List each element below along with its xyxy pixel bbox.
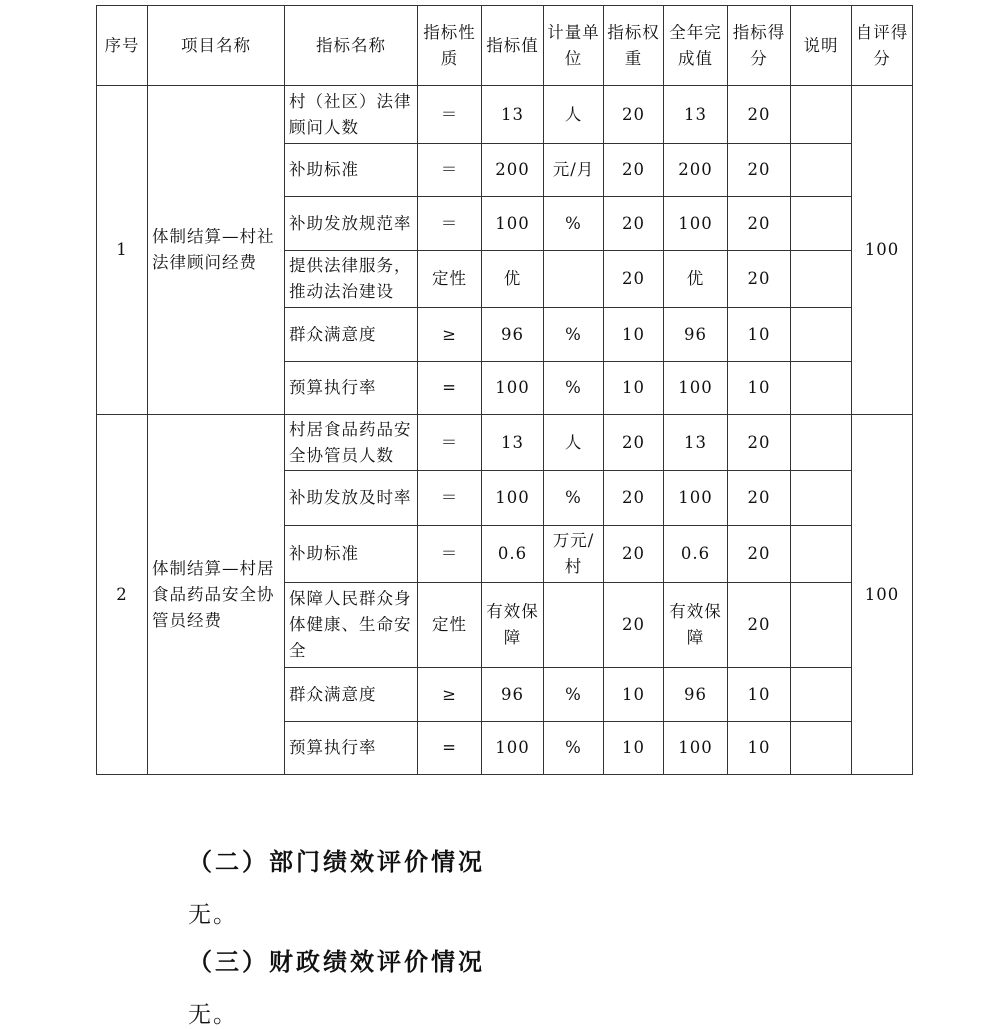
- unit: %: [544, 668, 604, 722]
- project-name: 体制结算—村社法律顾问经费: [148, 86, 285, 415]
- indicator-score: 10: [728, 362, 791, 415]
- indicator-nature: ＝: [418, 197, 482, 251]
- actual-value: 96: [664, 308, 728, 362]
- weight: 20: [604, 197, 664, 251]
- indicator-nature: =: [418, 722, 482, 775]
- note: [791, 251, 852, 308]
- indicator-name: 村居食品药品安全协管员人数: [285, 415, 418, 471]
- indicator-score: 20: [728, 471, 791, 526]
- note: [791, 362, 852, 415]
- row-number: 2: [97, 415, 148, 775]
- indicator-value: 96: [482, 668, 544, 722]
- actual-value: 100: [664, 197, 728, 251]
- project-name: 体制结算—村居食品药品安全协管员经费: [148, 415, 285, 775]
- section-heading-finance-evaluation: （三）财政绩效评价情况: [188, 947, 485, 976]
- indicator-score: 20: [728, 251, 791, 308]
- section-body-finance-evaluation: 无。: [188, 1002, 238, 1028]
- header-cell: 指标得分: [728, 6, 791, 86]
- row-number: 1: [97, 86, 148, 415]
- note: [791, 583, 852, 668]
- weight: 10: [604, 722, 664, 775]
- actual-value: 100: [664, 722, 728, 775]
- indicator-score: 20: [728, 415, 791, 471]
- actual-value: 优: [664, 251, 728, 308]
- actual-value: 100: [664, 362, 728, 415]
- header-cell: 全年完成值: [664, 6, 728, 86]
- indicator-nature: =: [418, 362, 482, 415]
- note: [791, 526, 852, 583]
- indicator-name: 提供法律服务，推动法治建设: [285, 251, 418, 308]
- indicator-score: 20: [728, 526, 791, 583]
- indicator-nature: 定性: [418, 583, 482, 668]
- note: [791, 668, 852, 722]
- indicator-nature: ＝: [418, 471, 482, 526]
- weight: 20: [604, 86, 664, 144]
- header-cell: 指标权重: [604, 6, 664, 86]
- unit: 万元/村: [544, 526, 604, 583]
- actual-value: 13: [664, 86, 728, 144]
- indicator-name: 预算执行率: [285, 362, 418, 415]
- indicator-value: 100: [482, 362, 544, 415]
- indicator-value: 13: [482, 415, 544, 471]
- header-cell: 计量单位: [544, 6, 604, 86]
- indicator-name: 群众满意度: [285, 308, 418, 362]
- indicator-score: 20: [728, 583, 791, 668]
- weight: 20: [604, 526, 664, 583]
- table-row: [97, 86, 913, 144]
- indicator-value: 96: [482, 308, 544, 362]
- indicator-name: 补助发放规范率: [285, 197, 418, 251]
- header-cell: 说明: [791, 6, 852, 86]
- actual-value: 96: [664, 668, 728, 722]
- unit: %: [544, 471, 604, 526]
- weight: 20: [604, 415, 664, 471]
- indicator-value: 13: [482, 86, 544, 144]
- performance-table: [96, 5, 913, 775]
- weight: 20: [604, 583, 664, 668]
- actual-value: 200: [664, 144, 728, 197]
- indicator-name: 补助标准: [285, 526, 418, 583]
- weight: 10: [604, 668, 664, 722]
- indicator-value: 优: [482, 251, 544, 308]
- indicator-value: 100: [482, 722, 544, 775]
- indicator-nature: ≥: [418, 668, 482, 722]
- header-cell: 指标值: [482, 6, 544, 86]
- unit: %: [544, 362, 604, 415]
- unit: [544, 251, 604, 308]
- table-header-row: [97, 6, 913, 86]
- unit: 人: [544, 86, 604, 144]
- weight: 20: [604, 144, 664, 197]
- weight: 10: [604, 362, 664, 415]
- header-cell: 序号: [97, 6, 148, 86]
- indicator-name: 群众满意度: [285, 668, 418, 722]
- self-score: 100: [852, 415, 913, 775]
- indicator-value: 有效保障: [482, 583, 544, 668]
- note: [791, 144, 852, 197]
- note: [791, 722, 852, 775]
- indicator-nature: ＝: [418, 526, 482, 583]
- indicator-score: 20: [728, 197, 791, 251]
- indicator-nature: ＝: [418, 415, 482, 471]
- actual-value: 100: [664, 471, 728, 526]
- header-cell: 项目名称: [148, 6, 285, 86]
- indicator-value: 0.6: [482, 526, 544, 583]
- actual-value: 有效保障: [664, 583, 728, 668]
- unit: 人: [544, 415, 604, 471]
- weight: 20: [604, 471, 664, 526]
- indicator-nature: ≥: [418, 308, 482, 362]
- section-heading-department-evaluation: （二）部门绩效评价情况: [188, 847, 485, 876]
- indicator-value: 100: [482, 471, 544, 526]
- unit: 元/月: [544, 144, 604, 197]
- indicator-value: 100: [482, 197, 544, 251]
- indicator-score: 10: [728, 308, 791, 362]
- indicator-nature: 定性: [418, 251, 482, 308]
- indicator-score: 10: [728, 668, 791, 722]
- table-row: [97, 415, 913, 471]
- indicator-name: 补助发放及时率: [285, 471, 418, 526]
- note: [791, 415, 852, 471]
- indicator-name: 预算执行率: [285, 722, 418, 775]
- unit: [544, 583, 604, 668]
- note: [791, 197, 852, 251]
- actual-value: 0.6: [664, 526, 728, 583]
- unit: %: [544, 308, 604, 362]
- header-cell: 自评得分: [852, 6, 913, 86]
- indicator-name: 保障人民群众身体健康、生命安全: [285, 583, 418, 668]
- actual-value: 13: [664, 415, 728, 471]
- indicator-name: 补助标准: [285, 144, 418, 197]
- section-body-department-evaluation: 无。: [188, 902, 238, 928]
- unit: %: [544, 722, 604, 775]
- unit: %: [544, 197, 604, 251]
- indicator-score: 20: [728, 144, 791, 197]
- note: [791, 308, 852, 362]
- indicator-value: 200: [482, 144, 544, 197]
- indicator-score: 20: [728, 86, 791, 144]
- weight: 10: [604, 308, 664, 362]
- indicator-score: 10: [728, 722, 791, 775]
- indicator-nature: ＝: [418, 86, 482, 144]
- header-cell: 指标名称: [285, 6, 418, 86]
- indicator-name: 村（社区）法律顾问人数: [285, 86, 418, 144]
- weight: 20: [604, 251, 664, 308]
- indicator-nature: ＝: [418, 144, 482, 197]
- self-score: 100: [852, 86, 913, 415]
- note: [791, 86, 852, 144]
- header-cell: 指标性质: [418, 6, 482, 86]
- note: [791, 471, 852, 526]
